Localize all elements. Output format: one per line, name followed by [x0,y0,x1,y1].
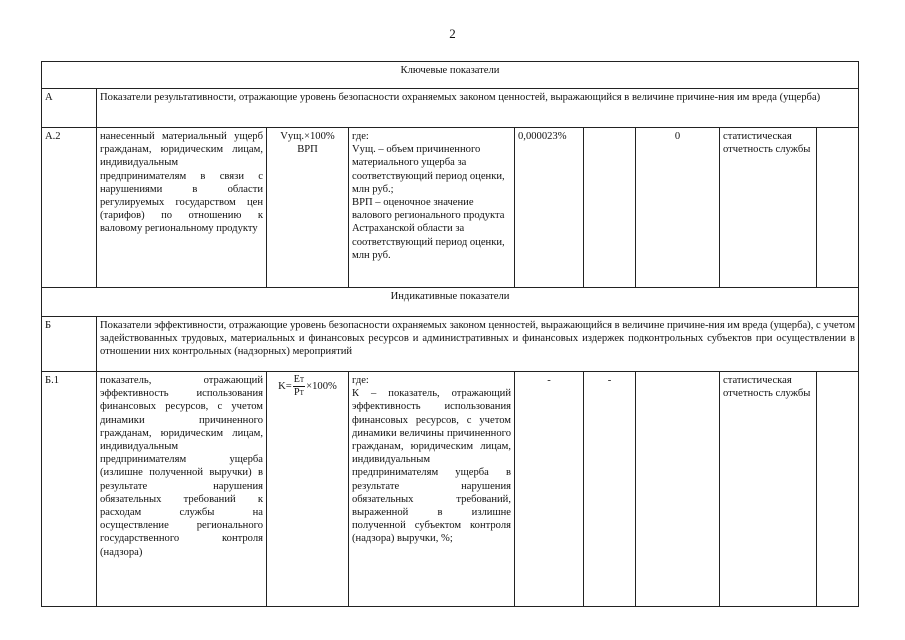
row-value-1: - [515,372,584,607]
row-extra [817,372,859,607]
group-row-a [42,89,859,128]
row-value-3: 0 [636,128,720,288]
row-explanation: где: К – показатель, отражающий эффективность использования финансовых ресурсов, с учетом динамики величины причиненного гражданам, юридическим лицам, индивидуальным предпринимателям ущерба в результате нарушения обязательных требований, выраженной в излишне полученной субъектом контроля (надзора) выручки, %; [349,372,515,607]
row-description: показатель, отражающий эффективность использования финансовых ресурсов, с учетом динамики причиненного гражданам, юридическим лицам, индивидуальным предпринимателям ущерба (излишне полученной выручки) в результате нарушения обязательных требований к расходам службы на осуществление регионального государственного контроля (надзора) [97,372,267,607]
denominator-subscript: T [299,389,304,397]
table-row-b1 [42,372,859,607]
table-row-a2 [42,128,859,288]
formula-k [278,374,337,399]
denominator-symbol: P [294,387,300,398]
row-source: статистическая отчетность службы [720,372,817,607]
section-title-key: Ключевые показатели [42,62,859,89]
row-code: Б.1 [42,372,97,607]
row-source: статистическая отчетность службы [720,128,817,288]
group-text-a: Показатели результативности, отражающие уровень безопасности охраняемых законом ценностей, выражающийся в величине причине-ния им вреда (ущерба) [97,89,859,128]
group-code-b: Б [42,317,97,372]
row-value-2: - [584,372,636,607]
formula-line-2: ВРП [297,144,318,156]
row-value-2 [584,128,636,288]
formula-fraction [293,374,305,399]
row-explanation: где: Vущ. – объем причиненного материального ущерба за соответствующий период оценки, млн руб.; ВРП – оценочное значение валового регионального продукта Астраханской области за соответствующий период оценки, млн руб. [349,128,515,288]
formula-tail: ×100% [306,380,337,392]
formula-numerator [293,374,305,387]
row-value-3 [636,372,720,607]
indicators-table [41,61,859,607]
section-title-indicative: Индикативные показатели [42,288,859,317]
group-code-a: А [42,89,97,128]
row-description: нанесенный материальный ущерб гражданам, юридическим лицам, индивидуальным предпринимателям в связи с нарушениями в области регулируемых государством цен (тарифов) по отношению к валовому региональному продукту [97,128,267,288]
formula-line-1: Vущ.×100% [280,131,335,142]
section-row-key [42,62,859,89]
group-row-b [42,317,859,372]
numerator-symbol: E [293,374,300,385]
row-formula [267,372,349,607]
row-code: А.2 [42,128,97,288]
formula-denominator [293,387,305,399]
section-row-indicative [42,288,859,317]
page-number: 2 [449,26,456,41]
numerator-subscript: T [299,376,305,384]
row-formula [267,128,349,288]
group-text-b: Показатели эффективности, отражающие уровень безопасности охраняемых законом ценностей, выражающийся в величине причине-ния им вреда (ущерба), с учетом задействованных трудовых, материальных и финансовых ресурсов и административных и финансовых издержек подконтрольных субъектов при осуществлении в отношении них контрольных (надзорных) мероприятий [97,317,859,372]
row-value-1: 0,000023% [515,128,584,288]
formula-lhs: K= [278,380,292,392]
row-extra [817,128,859,288]
